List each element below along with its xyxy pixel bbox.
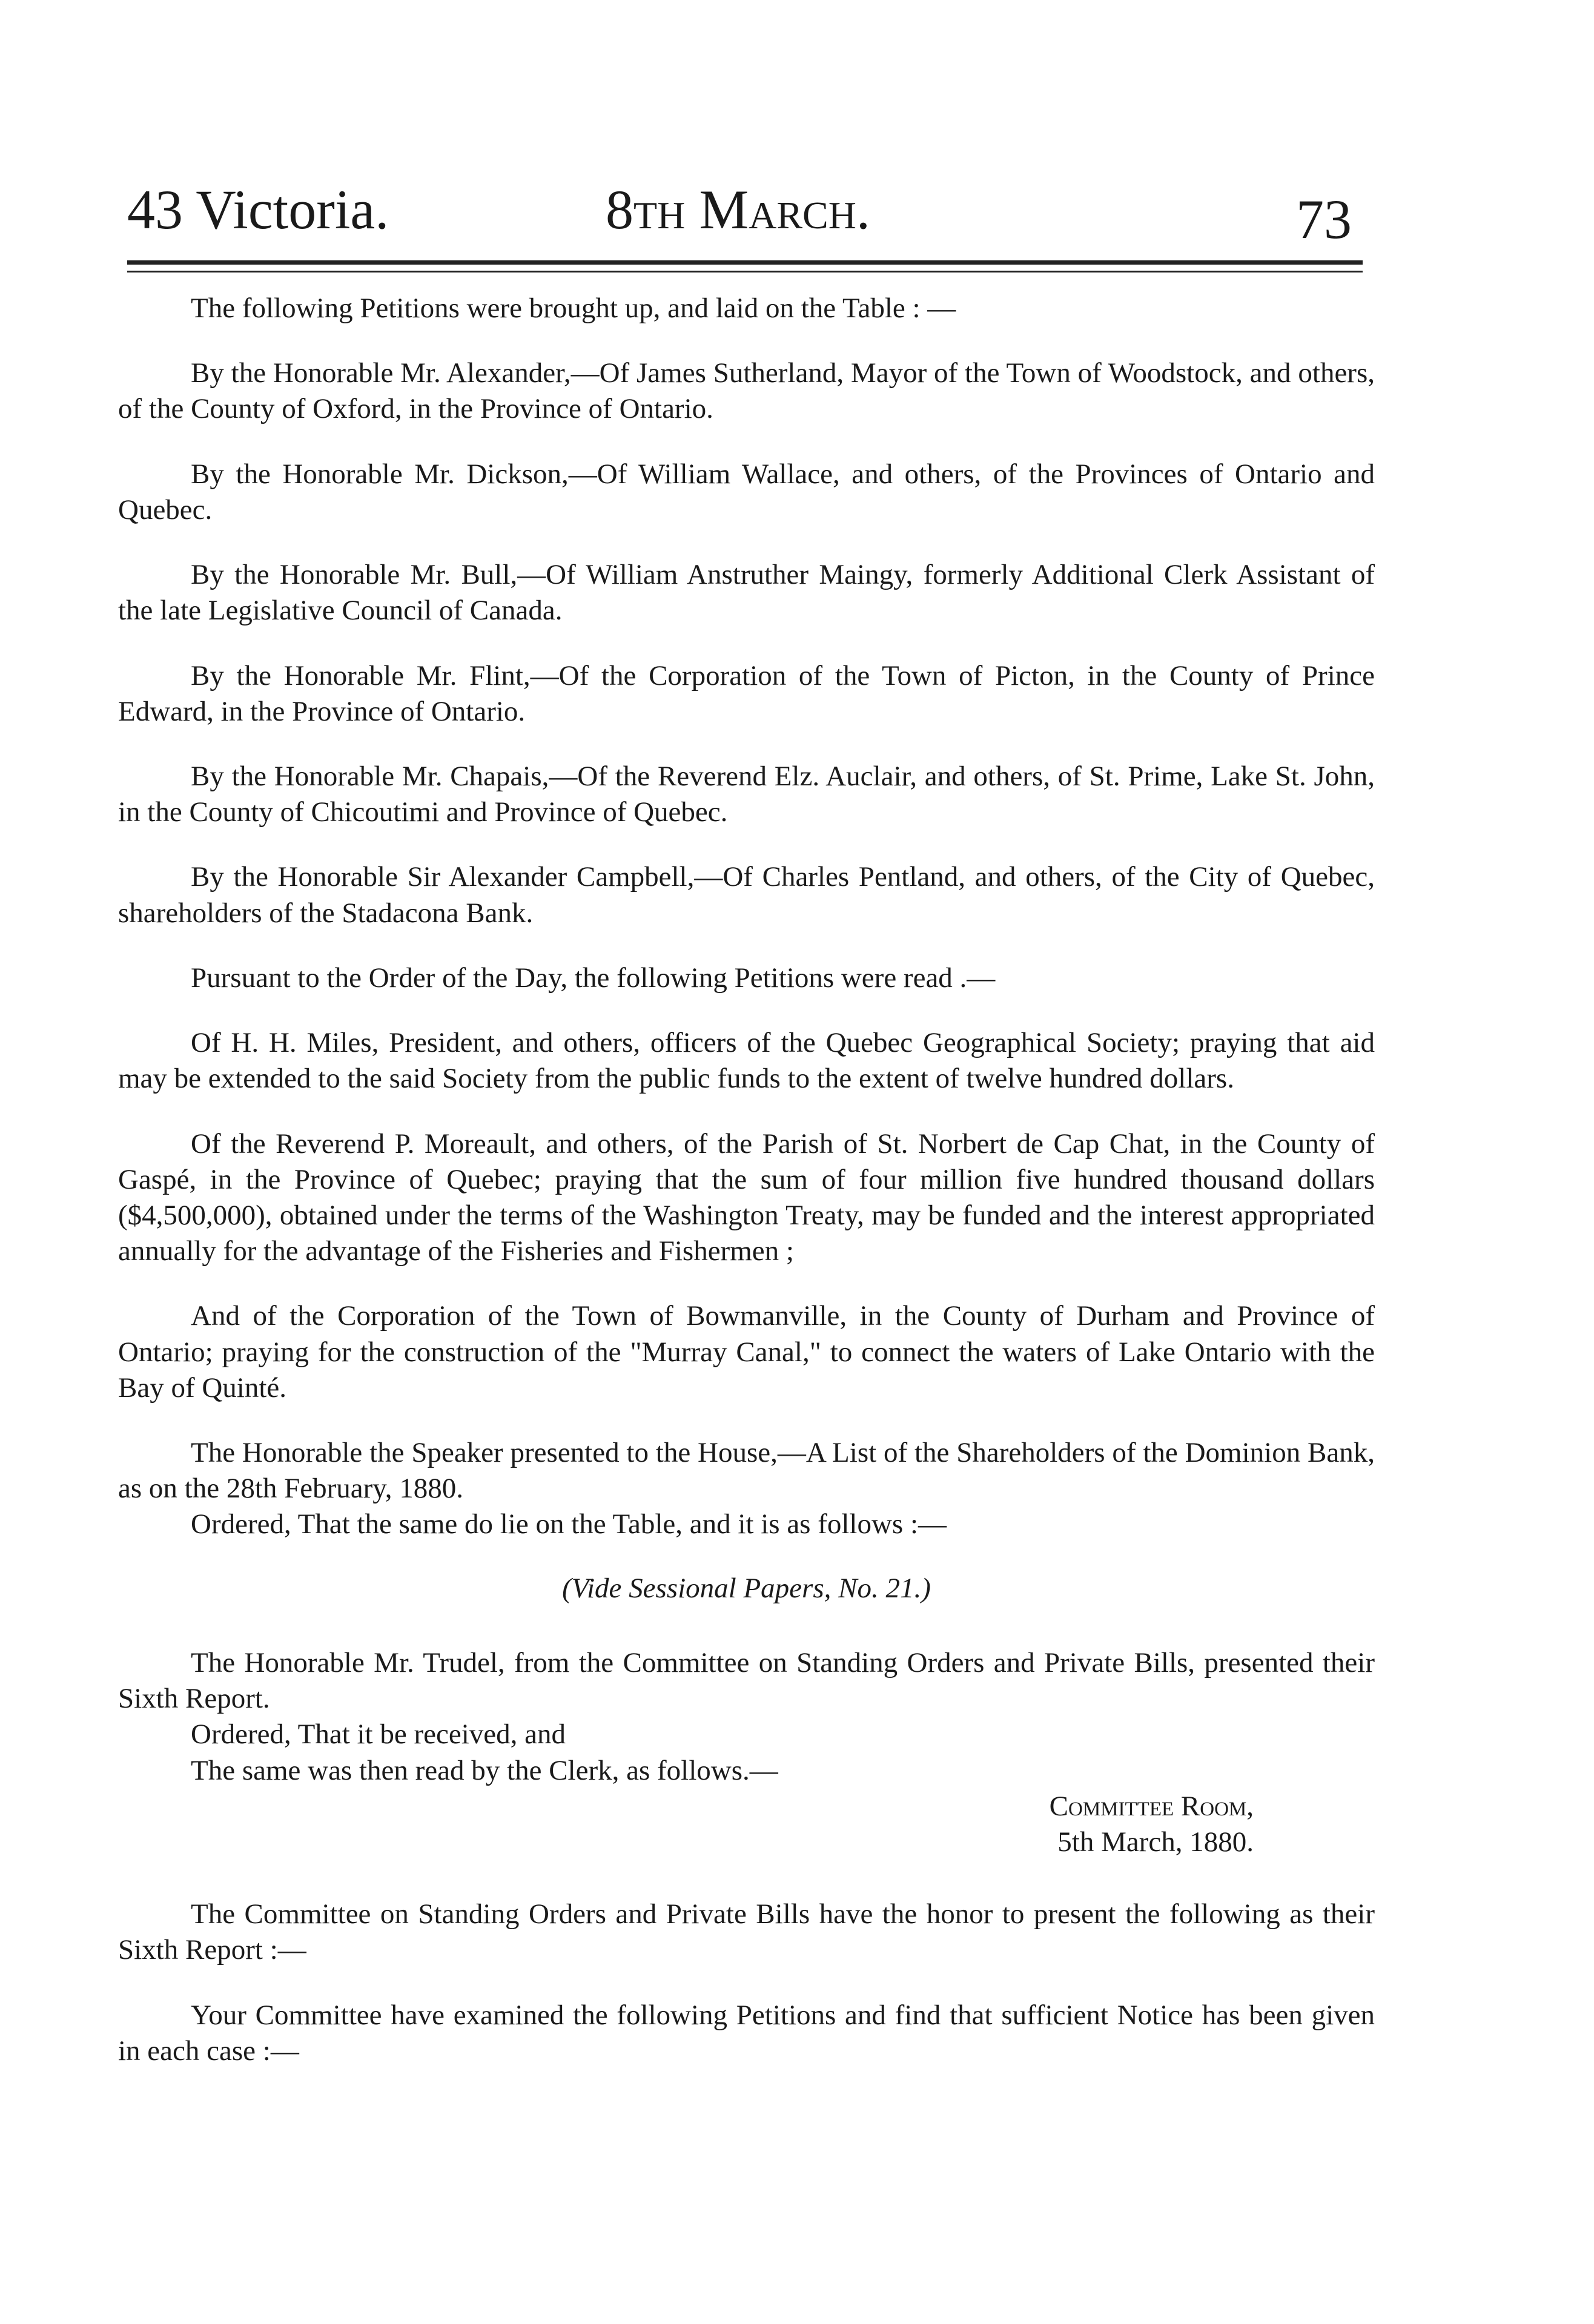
petition-brought-2: By the Honorable Mr. Dickson,—Of William Wallace, and others, of the Provinces of Ontario and Quebec.	[118, 458, 1375, 526]
petition-brought-3: By the Honorable Mr. Bull,—Of William Anstruther Maingy, formerly Additional Clerk Assistant of the late Legislative Council of Canada.	[118, 559, 1375, 627]
speaker-presentation: The Honorable the Speaker presented to the House,—A List of the Shareholders of the Dominion Bank, as on the 28th February, 1880.	[118, 1437, 1375, 1505]
committee-date: 5th March, 1880.	[1057, 1826, 1254, 1858]
petition-brought-5: By the Honorable Mr. Chapais,—Of the Reverend Elz. Auclair, and others, of St. Prime, Lake St. John, in the County of Chicoutimi and Province of Quebec.	[118, 760, 1375, 828]
petition-read-3: And of the Corporation of the Town of Bowmanville, in the County of Durham and Province of Ontario; praying for the construction of the "Murray Canal," to connect the waters of Lake Ontario with the Bay of Quinté.	[118, 1300, 1375, 1404]
petition-brought-1: By the Honorable Mr. Alexander,—Of James Sutherland, Mayor of the Town of Woodstock, and others, of the County of Oxford, in the Province of Ontario.	[118, 357, 1375, 425]
petition-brought-6: By the Honorable Sir Alexander Campbell,—Of Charles Pentland, and others, of the City of Quebec, shareholders of the Stadacona Bank.	[118, 861, 1375, 929]
header-rule-thick	[127, 260, 1363, 265]
header-rule-thin	[127, 271, 1363, 272]
page-body	[118, 291, 1375, 2098]
report-finding: Your Committee have examined the following Petitions and find that sufficient Notice has been given in each case :—	[118, 1999, 1375, 2067]
petition-read-2: Of the Reverend P. Moreault, and others, of the Parish of St. Norbert de Cap Chat, in the County of Gaspé, in the Province of Quebec; praying that the sum of four million five hundred thousand dollars ($4,500,000), obtained under the terms of the Washington Treaty, may be funded and the interest appropriated annually for the advantage of the Fisheries and Fishermen ;	[118, 1127, 1375, 1267]
committee-presentation: The Honorable Mr. Trudel, from the Committee on Standing Orders and Private Bills, presented their Sixth Report.	[118, 1646, 1375, 1715]
header-date: 8th March.	[606, 179, 870, 240]
sessional-papers-reference: (Vide Sessional Papers, No. 21.)	[562, 1572, 931, 1604]
committee-room: Committee Room,	[1049, 1790, 1254, 1822]
petitions-intro: The following Petitions were brought up, and laid on the Table : —	[191, 292, 956, 324]
speaker-ordered: Ordered, That the same do lie on the Table, and it is as follows :—	[191, 1508, 947, 1540]
report-intro: The Committee on Standing Orders and Private Bills have the honor to present the following as their Sixth Report :—	[118, 1898, 1375, 1966]
order-of-day: Pursuant to the Order of the Day, the following Petitions were read .—	[191, 962, 996, 994]
committee-read: The same was then read by the Clerk, as follows.—	[191, 1754, 778, 1786]
header-session: 43 Victoria.	[127, 179, 389, 240]
page-number: 73	[1296, 188, 1352, 250]
committee-ordered: Ordered, That it be received, and	[191, 1718, 566, 1751]
petition-read-1: Of H. H. Miles, President, and others, officers of the Quebec Geographical Society; praying that aid may be extended to the said Society from the public funds to the extent of twelve hundred dollars.	[118, 1027, 1375, 1095]
petition-brought-4: By the Honorable Mr. Flint,—Of the Corporation of the Town of Picton, in the County of Prince Edward, in the Province of Ontario.	[118, 659, 1375, 727]
